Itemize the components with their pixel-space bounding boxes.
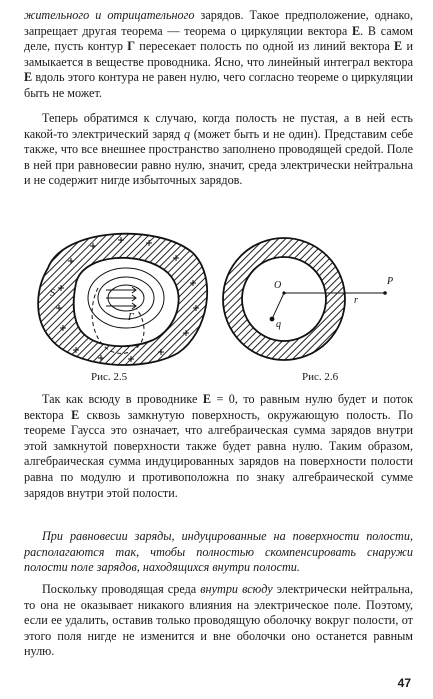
- paragraph-gauss: [24, 392, 413, 501]
- paragraph-cavity-charge: [24, 111, 413, 189]
- cavity: [74, 258, 179, 346]
- label-s: S: [50, 288, 55, 299]
- label-o: O: [274, 280, 282, 291]
- figure-2-5: [28, 228, 213, 368]
- paragraph-italic-statement: [24, 529, 413, 576]
- figure-2-6: [222, 231, 412, 371]
- text-run: E: [394, 39, 403, 54]
- text-run: = 0, то равным нулю будет и поток вектора: [24, 392, 413, 422]
- text-run: пересекает полость по одной из линий вектора: [135, 39, 395, 54]
- label-q: q: [276, 319, 281, 330]
- text-run: Так как всюду в проводнике: [42, 392, 203, 406]
- text-run: и замыкается в веществе проводника. Ясно, что линейный интеграл вектора: [24, 39, 413, 69]
- text-run: вдоль этого контура не равен нулю, чего согласно теореме о циркуляции быть не может.: [24, 70, 413, 100]
- text-run: Теперь обратимся к случаю, когда полость не пустая, а в ней есть какой-то электрический заряд: [24, 111, 413, 141]
- caption-fig-2-5: Рис. 2.5: [91, 371, 128, 383]
- text-run: E: [71, 407, 80, 422]
- point-p: [383, 291, 387, 295]
- text-run: Г: [127, 39, 135, 54]
- text-run: E: [351, 23, 361, 38]
- label-p: P: [387, 276, 394, 287]
- text-run: q: [184, 126, 191, 141]
- text-run: жительного и отрицательного: [24, 8, 195, 22]
- text-run: (может быть и не один). Представим себе также, что все внешнее пространство заполнено проводящей средой. Поле в ней при равновесии равно нулю, значит, среда электрически нейтральна и не содержит нигде избыточных зарядов.: [24, 126, 413, 188]
- caption-fig-2-6: Рис. 2.6: [302, 371, 339, 383]
- page-number: 47: [397, 676, 411, 690]
- text-run: сквозь замкнутую поверхность, окружающую полость. По теореме Гаусса это означает, что алгебраическая сумма зарядов внутри этой замкнутой поверхности также будет равна нулю. Таким образом, алгебраическая сумма индуцированных зарядов на поверхности полости равна по модулю и противоположна по знаку алгебраической сумме зарядов внутри этой полости.: [24, 407, 413, 500]
- text-run: При равновесии заряды, индуцированные на поверхности полости, располагаются так, чтобы полностью скомпенсировать снаружи полости поле зарядов, находящихся внутри полости.: [24, 529, 413, 575]
- text-run: . В самом деле, пусть контур: [24, 23, 413, 54]
- text-run: зарядов. Такое предположение, однако, запрещает другая теорема — теорема о циркуляции вектора: [24, 8, 413, 38]
- paragraph-conclusion: [24, 582, 413, 660]
- field-arrows: [106, 287, 136, 309]
- text-run: внутри всюду: [200, 582, 273, 596]
- label-r: r: [354, 295, 358, 306]
- text-run: E: [202, 392, 211, 406]
- text-run: E: [24, 70, 33, 85]
- text-run: электрически нейтральна, то она не оказывает никакого влияния на электрическое поле. Поэтому, если ее удалить, оставив только проводящую оболочку вокруг полости, от этого поля нигде не изменится и вне оболочки оно останется равным нулю.: [24, 582, 413, 659]
- shell-inner: [242, 257, 326, 341]
- paragraph-top: [24, 8, 413, 102]
- label-gamma: Г: [128, 312, 134, 323]
- text-run: Поскольку проводящая среда: [42, 582, 201, 596]
